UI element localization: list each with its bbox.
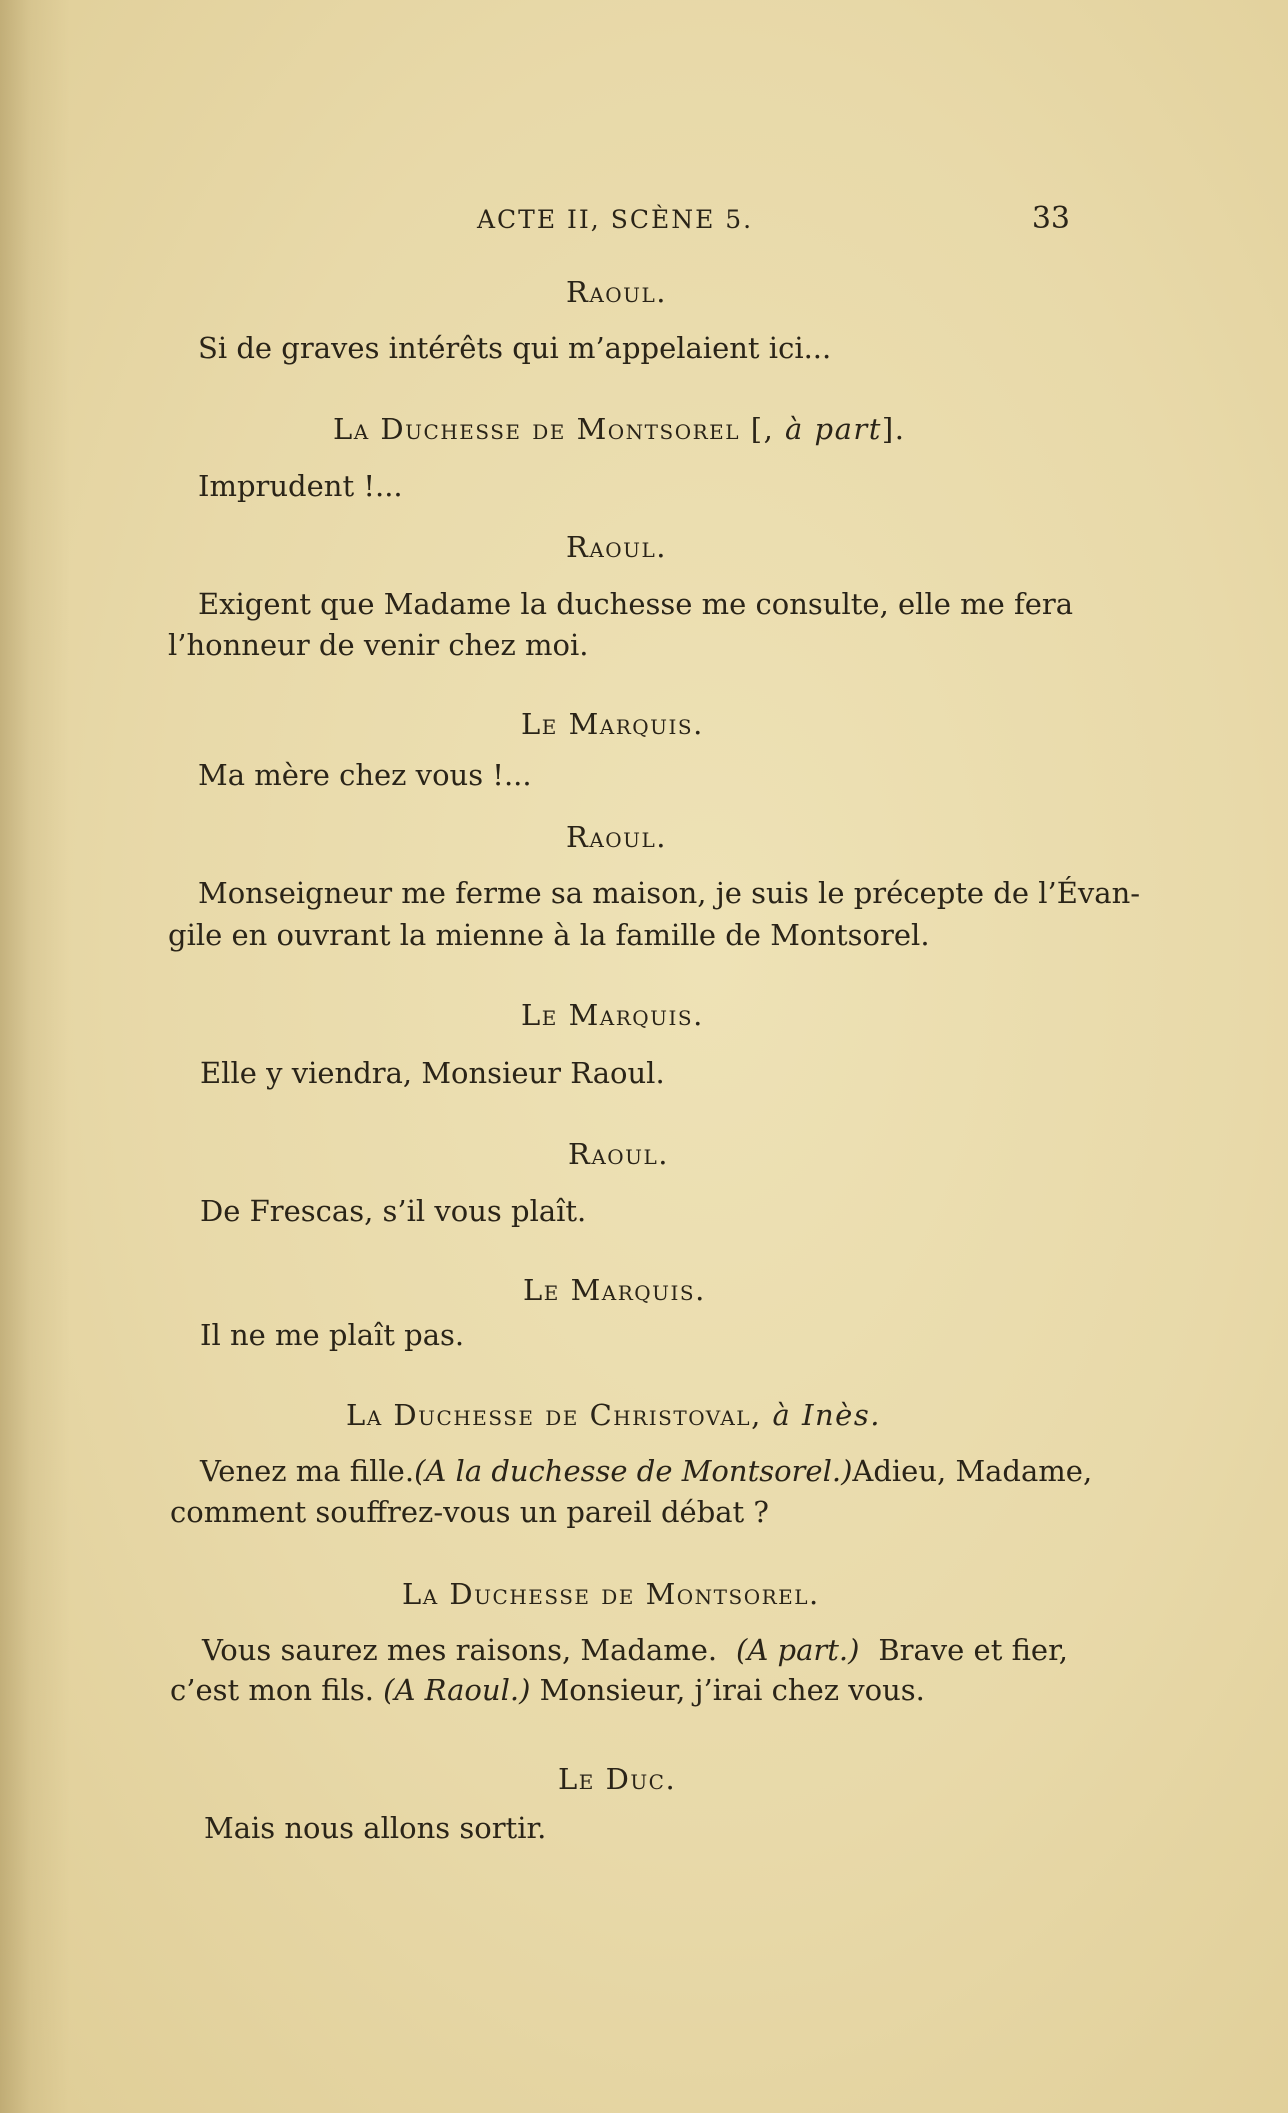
speaker-name: Raoul. bbox=[568, 1137, 670, 1171]
stage-direction: (A part.) bbox=[736, 1633, 860, 1667]
page-number: 33 bbox=[1031, 201, 1070, 236]
direction-open: [, bbox=[740, 412, 786, 446]
dialogue-segment: Adieu, Madame, bbox=[852, 1454, 1093, 1488]
dialogue-segment: Monsieur, j’irai chez vous. bbox=[539, 1673, 925, 1707]
dialogue-line: Imprudent !... bbox=[198, 469, 403, 503]
running-title: ACTE II, SCÈNE 5. bbox=[477, 205, 754, 234]
dialogue-segment: c’est mon fils. bbox=[170, 1673, 374, 1707]
speaker-with-direction bbox=[333, 412, 905, 446]
dialogue-line: Mais nous allons sortir. bbox=[204, 1811, 547, 1845]
page-header bbox=[170, 201, 1070, 245]
dialogue-line: Si de graves intérêts qui m’appelaient ici... bbox=[198, 331, 832, 365]
dialogue-segment: Vous saurez mes raisons, Madame. bbox=[202, 1633, 718, 1667]
speaker-name: Raoul. bbox=[566, 820, 668, 854]
speaker-name: Raoul. bbox=[566, 530, 668, 564]
speaker-name: Le Marquis. bbox=[523, 1273, 706, 1307]
stage-direction: (A Raoul.) bbox=[383, 1673, 531, 1707]
dialogue-line bbox=[202, 1630, 1068, 1671]
stage-direction: à part bbox=[785, 412, 882, 446]
dialogue-line: De Frescas, s’il vous plaît. bbox=[200, 1194, 587, 1228]
speaker-name: Le Duc. bbox=[558, 1762, 677, 1796]
stage-direction: (A la duchesse de Montsorel.) bbox=[414, 1454, 853, 1488]
speaker-name: La Duchesse de Montsorel bbox=[333, 412, 741, 446]
dialogue-line: gile en ouvrant la mienne à la famille de Montsorel. bbox=[168, 918, 930, 952]
stage-direction: à Inès. bbox=[772, 1398, 881, 1432]
dialogue-line: Ma mère chez vous !... bbox=[198, 758, 532, 792]
speaker-name: Le Marquis. bbox=[521, 707, 704, 741]
speaker-name: La Duchesse de Montsorel. bbox=[402, 1577, 820, 1611]
speaker-name: Le Marquis. bbox=[521, 998, 704, 1032]
speaker-name: Raoul. bbox=[566, 275, 668, 309]
speaker-name: La Duchesse de Christoval, bbox=[346, 1398, 762, 1432]
dialogue-line: Elle y viendra, Monsieur Raoul. bbox=[200, 1056, 665, 1090]
direction-close: ]. bbox=[881, 412, 906, 446]
dialogue-line: Monseigneur me ferme sa maison, je suis le précepte de l’Évan- bbox=[198, 876, 1141, 910]
dialogue-segment: Brave et fier, bbox=[878, 1633, 1068, 1667]
dialogue-segment: Venez ma fille. bbox=[200, 1454, 415, 1488]
dialogue-line: l’honneur de venir chez moi. bbox=[168, 628, 589, 662]
dialogue-line bbox=[170, 1670, 925, 1711]
dialogue-line: comment souffrez-vous un pareil débat ? bbox=[170, 1495, 769, 1529]
dialogue-line: Exigent que Madame la duchesse me consulte, elle me fera bbox=[198, 587, 1074, 621]
dialogue-line bbox=[200, 1451, 1093, 1492]
dialogue-line: Il ne me plaît pas. bbox=[200, 1318, 465, 1352]
speaker-with-direction bbox=[346, 1398, 881, 1432]
